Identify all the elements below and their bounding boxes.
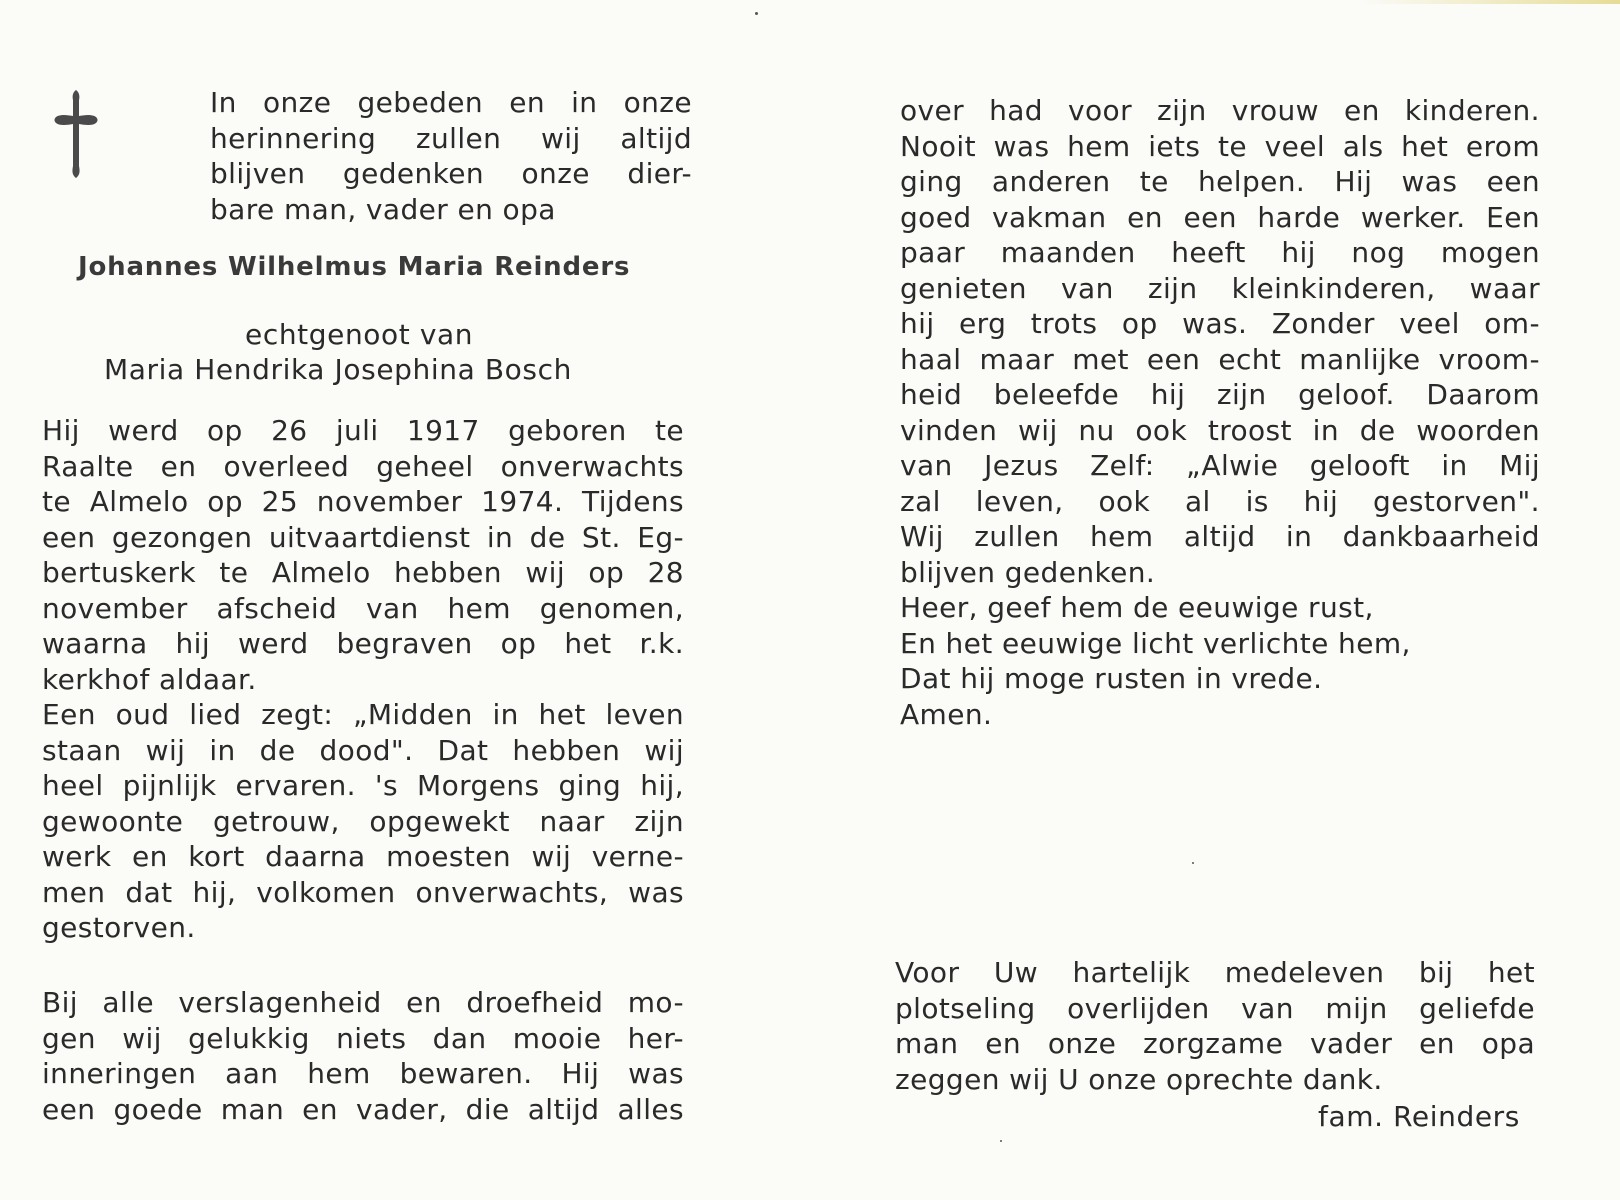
bio-line: een gezongen uitvaartdienst in de St. Eg- bbox=[42, 520, 684, 554]
bio-line: gestorven. bbox=[42, 911, 196, 944]
right-line: heid beleefde hij zijn geloof. Daarom bbox=[900, 378, 1540, 411]
thanks-line: zeggen wij U onze oprechte dank. bbox=[895, 1062, 1383, 1096]
intro-line: blijven gedenken onze dier- bbox=[210, 157, 692, 190]
bio-line: Een oud lied zegt: „Midden in het leven bbox=[42, 698, 684, 731]
bio-line: november afscheid van hem genomen, bbox=[42, 591, 684, 625]
prayer-line: En het eeuwige licht verlichte hem, bbox=[900, 626, 1411, 660]
paper-speck bbox=[1000, 1140, 1002, 1142]
bio-line: waarna hij werd begraven op het r.k. bbox=[42, 627, 684, 660]
biography-text bbox=[42, 413, 684, 946]
intro-line: In onze gebeden en in onze bbox=[210, 86, 692, 119]
intro-text bbox=[210, 85, 692, 227]
right-line: blijven gedenken. bbox=[900, 555, 1156, 589]
bio-line: heel pijnlijk ervaren. 's Morgens ging hij, bbox=[42, 769, 684, 802]
bio-line: men dat hij, volkomen onverwachts, was bbox=[42, 875, 684, 909]
bio-line: Hij werd op 26 juli 1917 geboren te bbox=[42, 414, 684, 447]
intro-line: bare man, vader en opa bbox=[210, 192, 556, 226]
intro-line: herinnering zullen wij altijd bbox=[210, 121, 692, 155]
thanks-line: plotseling overlijden van mijn geliefde bbox=[895, 991, 1535, 1025]
thanks-line: Voor Uw hartelijk medeleven bij het bbox=[895, 956, 1535, 989]
deceased-name: Johannes Wilhelmus Maria Reinders bbox=[78, 252, 631, 282]
bio-line: staan wij in de dood". Dat hebben wij bbox=[42, 733, 684, 767]
right-line: over had voor zijn vrouw en kinderen. bbox=[900, 94, 1540, 127]
bio-line: kerkhof aldaar. bbox=[42, 662, 257, 696]
memories-line: Bij alle verslagenheid en droefheid mo- bbox=[42, 986, 684, 1019]
right-line: vinden wij nu ook troost in de woorden bbox=[900, 413, 1540, 447]
right-line: ging anderen te helpen. Hij was een bbox=[900, 165, 1540, 198]
cross-icon bbox=[52, 88, 100, 180]
right-line: van Jezus Zelf: „Alwie gelooft in Mij bbox=[900, 449, 1540, 482]
spouse-name: Maria Hendrika Josephina Bosch bbox=[104, 353, 572, 386]
family-signature: fam. Reinders bbox=[1318, 1100, 1520, 1133]
memories-text bbox=[42, 985, 684, 1127]
memories-line: een goede man en vader, die altijd alles bbox=[42, 1092, 684, 1126]
bio-line: te Almelo op 25 november 1974. Tijdens bbox=[42, 485, 684, 518]
paper-speck bbox=[755, 12, 758, 15]
right-line: hij erg trots op was. Zonder veel om- bbox=[900, 307, 1540, 340]
right-line: haal maar met een echt manlijke vroom- bbox=[900, 342, 1540, 376]
right-line: Nooit was hem iets te veel als het erom bbox=[900, 129, 1540, 163]
thanks-text bbox=[895, 955, 1535, 1097]
right-page-text bbox=[900, 93, 1540, 732]
memories-line: inneringen aan hem bewaren. Hij was bbox=[42, 1057, 684, 1090]
prayer-line: Amen. bbox=[900, 697, 993, 731]
right-line: genieten van zijn kleinkinderen, waar bbox=[900, 271, 1540, 305]
prayer-line: Heer, geef hem de eeuwige rust, bbox=[900, 591, 1374, 624]
right-line: zal leven, ook al is hij gestorven". bbox=[900, 484, 1540, 518]
spouse-label: echtgenoot van bbox=[245, 318, 474, 351]
bio-line: werk en kort daarna moesten wij verne- bbox=[42, 840, 684, 873]
right-line: paar maanden heeft hij nog mogen bbox=[900, 236, 1540, 269]
right-line: Wij zullen hem altijd in dankbaarheid bbox=[900, 520, 1540, 553]
paper-speck bbox=[1192, 862, 1194, 864]
memories-line: gen wij gelukkig niets dan mooie her- bbox=[42, 1021, 684, 1055]
prayer-line: Dat hij moge rusten in vrede. bbox=[900, 662, 1323, 695]
bio-line: Raalte en overleed geheel onverwachts bbox=[42, 449, 684, 483]
bio-line: bertuskerk te Almelo hebben wij op 28 bbox=[42, 556, 684, 589]
scan-edge-tint bbox=[1360, 0, 1620, 4]
thanks-line: man en onze zorgzame vader en opa bbox=[895, 1027, 1535, 1060]
right-line: goed vakman en een harde werker. Een bbox=[900, 200, 1540, 234]
bio-line: gewoonte getrouw, opgewekt naar zijn bbox=[42, 804, 684, 838]
